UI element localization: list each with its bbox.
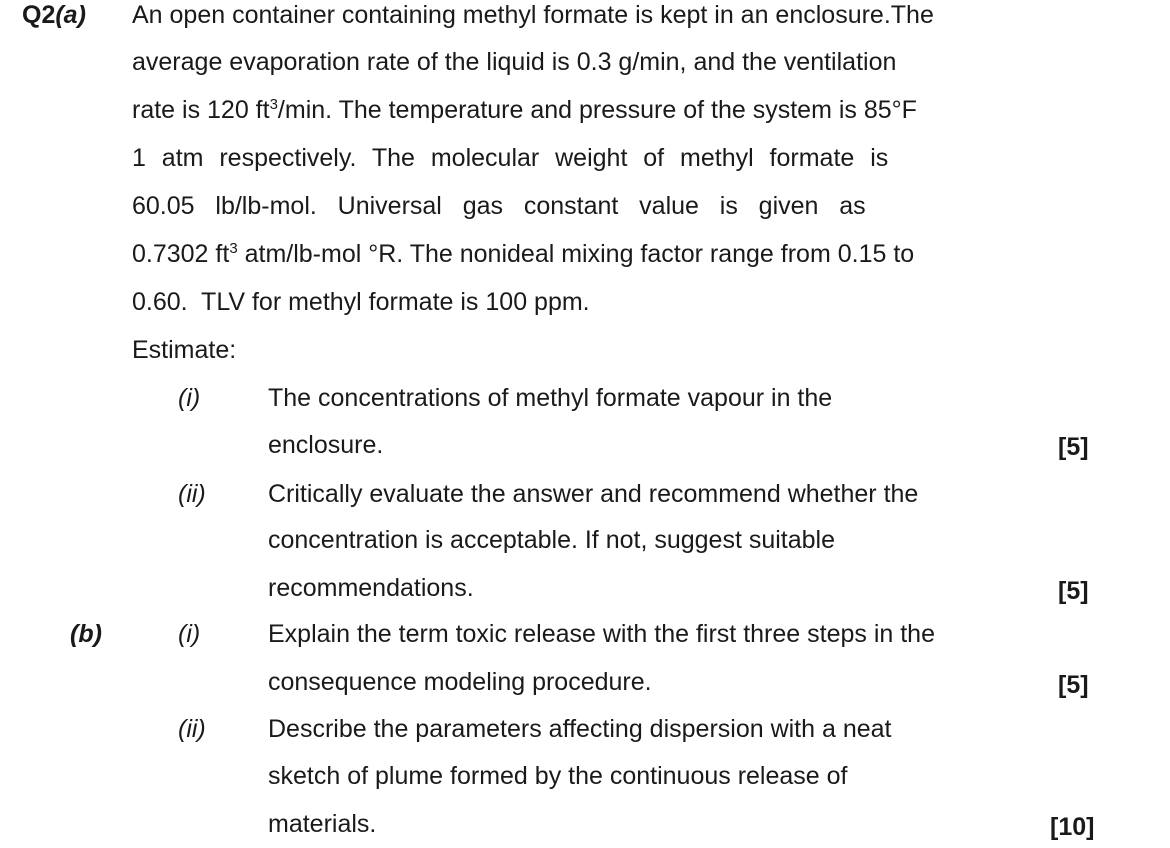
superscript-cubed: 3 [269,96,278,113]
a-item-1-numeral: (i) [178,384,201,412]
b-item-1-line-1: Explain the term toxic release with the first three steps in the [268,620,935,648]
question-label [22,1,86,30]
intro-line-6 [132,240,914,269]
question-part-label: (a) [55,1,86,29]
intro-line-1: An open container containing methyl formate is kept in an enclosure.The [132,1,934,29]
b-item-2-numeral: (ii) [178,715,206,743]
b-label [70,620,102,649]
b-item-1-numeral: (i) [178,620,201,648]
b-item-2-line-2: sketch of plume formed by the continuous release of [268,762,848,790]
a-item-1-line-2: enclosure. [268,431,384,459]
intro-line-5: 60.05 lb/lb-mol. Universal gas constant value is given as [132,192,866,220]
b-item-1-line-2: consequence modeling procedure. [268,668,652,696]
intro-line-2: average evaporation rate of the liquid is 0.3 g/min, and the ventilation [132,48,897,76]
intro-line-3 [132,96,917,125]
b-item-2-line-3: materials. [268,810,377,838]
a-item-2-line-1: Critically evaluate the answer and recommend whether the [268,480,919,508]
b-label-text: (b) [70,620,102,648]
superscript-cubed-2: 3 [229,240,238,257]
intro-line-7: 0.60. TLV for methyl formate is 100 ppm. [132,288,590,316]
intro-line-6-part-1: 0.7302 ft [132,240,230,268]
a-item-2-line-3: recommendations. [268,574,474,602]
intro-line-6-part-2: atm/lb-mol °R. The nonideal mixing factor range from 0.15 to [237,240,915,268]
a-item-2-numeral: (ii) [178,480,206,508]
intro-line-3-part-2: /min. The temperature and pressure of the system is 85°F [277,96,917,124]
estimate-label: Estimate: [132,336,237,364]
a-item-1-marks: [5] [1058,433,1089,461]
question-number: Q2 [22,1,56,29]
intro-line-4: 1 atm respectively. The molecular weight of methyl formate is [132,144,889,172]
a-item-1-line-1: The concentrations of methyl formate vapour in the [268,384,833,412]
a-item-2-marks: [5] [1058,577,1089,605]
b-item-1-marks: [5] [1058,671,1089,699]
intro-line-3-part-1: rate is 120 ft [132,96,270,124]
b-item-2-line-1: Describe the parameters affecting dispersion with a neat [268,715,892,743]
b-item-2-marks: [10] [1050,813,1095,841]
a-item-2-line-2: concentration is acceptable. If not, suggest suitable [268,526,836,554]
